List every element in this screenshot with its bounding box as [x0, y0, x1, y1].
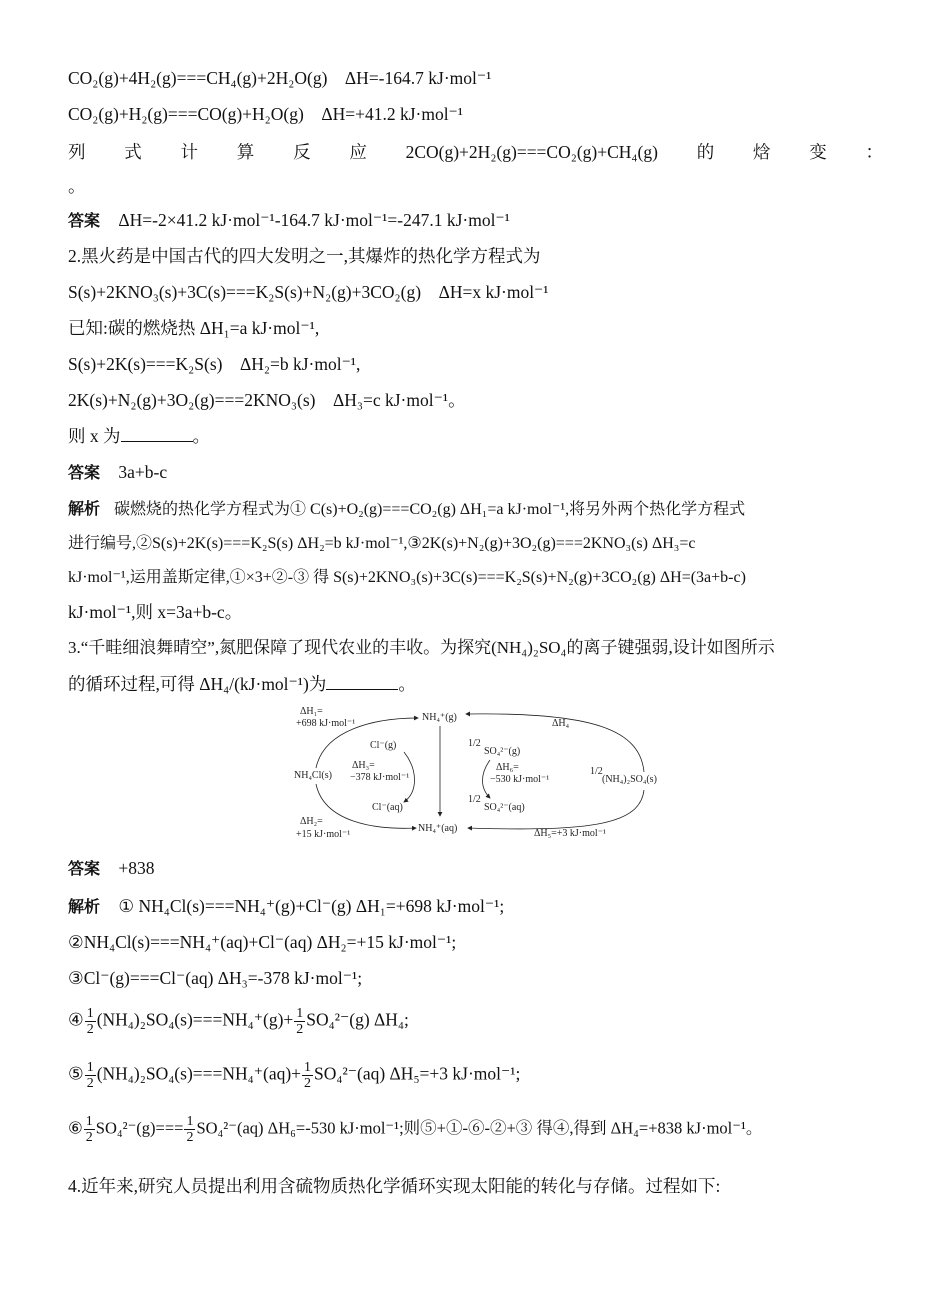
- enthalpy: ΔH=+41.2 kJ·mol⁻¹: [321, 104, 464, 124]
- q2-known-2: [68, 352, 360, 376]
- dh6-value: −530 kJ·mol⁻¹: [490, 774, 550, 785]
- char: 的: [696, 142, 715, 162]
- question-line-spread: [68, 140, 883, 164]
- answer-blank: [121, 425, 193, 442]
- analysis-text: 碳燃烧的热化学方程式为① C(s)+O₂(g)===CO₂(g) ΔH₁=a kJ·mol⁻¹,将另外两个热化学方程式: [114, 501, 746, 518]
- numerator: 1: [186, 1114, 194, 1129]
- answer-3: [68, 856, 155, 881]
- enthalpy: ΔH₃=c kJ·mol⁻¹。: [332, 390, 466, 410]
- cl-aqueous: Cl⁻(aq): [372, 802, 403, 813]
- equation-line-1: [68, 66, 491, 90]
- analysis-2-line-1: [68, 496, 745, 522]
- dh4-label: ΔH₄: [552, 718, 570, 729]
- enthalpy: ΔH=-164.7 kJ·mol⁻¹: [344, 68, 492, 88]
- denominator: 2: [86, 1076, 94, 1091]
- analysis-2-line-3: kJ·mol⁻¹,运用盖斯定律,①×3+②-③ 得 S(s)+2KNO₃(s)+3C(s)===K₂S(s)+N₂(g)+3CO₂(g) ΔH=(3a+b-c): [68, 569, 746, 586]
- char: 列: [68, 142, 86, 162]
- denominator: 2: [86, 1022, 94, 1037]
- circled-number: ④: [68, 1009, 84, 1030]
- reaction-text: (NH₄)₂SO₄(s)===NH₄⁺(aq)+: [96, 1063, 302, 1084]
- char: 反: [293, 142, 311, 162]
- question-4: 4.近年来,研究人员提出利用含硫物质热化学循环实现太阳能的转化与存储。过程如下:: [68, 1176, 721, 1196]
- equation: S(s)+2KNO₃(s)+3C(s)===K₂S(s)+N₂(g)+3CO₂(g): [68, 282, 422, 302]
- fraction-half: [302, 1060, 313, 1091]
- reaction-text: SO₄²⁻(aq) ΔH₅=+3 kJ·mol⁻¹;: [314, 1063, 521, 1084]
- char: 算: [236, 142, 255, 162]
- answer-text: ΔH=-2×41.2 kJ·mol⁻¹-164.7 kJ·mol⁻¹=-247.1 kJ·mol⁻¹: [118, 210, 510, 230]
- answer-text: 3a+b-c: [118, 462, 168, 482]
- ask-text: 则 x 为: [68, 426, 121, 446]
- period-line: 。: [68, 176, 86, 196]
- q2-equation: [68, 280, 549, 304]
- numerator: 1: [304, 1060, 312, 1075]
- char: 应: [349, 142, 367, 162]
- enthalpy: ΔH=x kJ·mol⁻¹: [438, 282, 549, 302]
- numerator: 1: [85, 1114, 93, 1129]
- ask-text: 的循环过程,可得 ΔH₄/(kJ·mol⁻¹)为: [68, 674, 327, 694]
- char: ：: [865, 142, 883, 162]
- ask-end: 。: [192, 426, 210, 446]
- dh1-label: ΔH₁=: [300, 706, 323, 717]
- analysis-3-line-5: [68, 1060, 520, 1091]
- nh4-gas: NH₄⁺(g): [422, 712, 457, 723]
- equation: 2CO(g)+2H₂(g)===CO₂(g)+CH₄(g): [405, 142, 658, 162]
- analysis-label: 解析: [68, 897, 101, 916]
- dh3-value: −378 kJ·mol⁻¹: [350, 772, 410, 783]
- ask-end: 。: [398, 674, 416, 694]
- analysis-3-line-6: [68, 1114, 762, 1145]
- denominator: 2: [304, 1076, 312, 1091]
- char: 式: [124, 142, 142, 162]
- dh5-label: ΔH₅=+3 kJ·mol⁻¹: [534, 828, 606, 839]
- analysis-text: ① NH₄Cl(s)===NH₄⁺(g)+Cl⁻(g) ΔH₁=+698 kJ·mol⁻¹;: [118, 896, 505, 916]
- half-coef: 1/2: [468, 738, 481, 749]
- so4-aqueous: SO₄²⁻(aq): [484, 802, 525, 813]
- fraction-half: [84, 1114, 95, 1145]
- nh4-aqueous: NH₄⁺(aq): [418, 823, 458, 834]
- answer-label: 答案: [68, 859, 101, 878]
- q2-known-1: 已知:碳的燃烧热 ΔH₁=a kJ·mol⁻¹,: [68, 318, 320, 338]
- born-haber-cycle-diagram: [294, 704, 664, 844]
- half-coef: 1/2: [590, 766, 603, 777]
- numerator: 1: [86, 1060, 94, 1075]
- char: 计: [180, 142, 199, 162]
- reaction-text: SO₄²⁻(g)===: [95, 1118, 184, 1138]
- equation: S(s)+2K(s)===K₂S(s): [68, 354, 223, 374]
- fraction-half: [294, 1006, 305, 1037]
- denominator: 2: [186, 1130, 194, 1145]
- circled-number: ⑤: [68, 1063, 84, 1084]
- equation: CO₂(g)+4H₂(g)===CH₄(g)+2H₂O(g): [68, 68, 328, 88]
- denominator: 2: [85, 1130, 93, 1145]
- analysis-3-line-2: ②NH₄Cl(s)===NH₄⁺(aq)+Cl⁻(aq) ΔH₂=+15 kJ·mol⁻¹;: [68, 932, 457, 952]
- equation: 2K(s)+N₂(g)+3O₂(g)===2KNO₃(s): [68, 390, 316, 410]
- circled-number: ⑥: [68, 1118, 83, 1138]
- answer-1: [68, 208, 510, 233]
- char: 焓: [752, 142, 771, 162]
- reaction-text: SO₄²⁻(g) ΔH₄;: [306, 1009, 409, 1030]
- so4-gas: SO₄²⁻(g): [484, 746, 521, 757]
- analysis-3-line-4: [68, 1006, 409, 1037]
- dh2-label: ΔH₂=: [300, 816, 323, 827]
- analysis-2-line-4: kJ·mol⁻¹,则 x=3a+b-c。: [68, 602, 243, 622]
- numerator: 1: [86, 1006, 94, 1021]
- answer-blank: [326, 673, 398, 690]
- reaction-text: SO₄²⁻(aq) ΔH₆=-530 kJ·mol⁻¹;则⑤+①-⑥-②+③ 得④,得到 ΔH₄=+838 kJ·mol⁻¹。: [196, 1118, 763, 1138]
- fraction-half: [85, 1006, 96, 1037]
- answer-label: 答案: [68, 463, 101, 482]
- numerator: 1: [296, 1006, 304, 1021]
- char: 变: [809, 142, 827, 162]
- fraction-half: [85, 1060, 96, 1091]
- half-coef: 1/2: [468, 794, 481, 805]
- fraction-half: [184, 1114, 195, 1145]
- cl-gas: Cl⁻(g): [370, 740, 397, 751]
- enthalpy: ΔH₂=b kJ·mol⁻¹,: [239, 354, 361, 374]
- question-2: 2.黑火药是中国古代的四大发明之一,其爆炸的热化学方程式为: [68, 246, 541, 266]
- question-3-line-1: 3.“千畦细浪舞晴空”,氮肥保障了现代农业的丰收。为探究(NH₄)₂SO₄的离子键强弱,设计如图所示: [68, 638, 775, 657]
- dh6-label: ΔH₆=: [496, 762, 519, 773]
- answer-label: 答案: [68, 211, 101, 230]
- q2-known-3: [68, 388, 466, 412]
- answer-2: [68, 460, 167, 485]
- equation: CO₂(g)+H₂(g)===CO(g)+H₂O(g): [68, 104, 304, 124]
- q2-ask: [68, 424, 210, 448]
- denominator: 2: [296, 1022, 304, 1037]
- dh3-label: ΔH₃=: [352, 760, 375, 771]
- question-3-line-2: [68, 672, 416, 696]
- nh4cl-solid: NH₄Cl(s): [294, 770, 332, 781]
- answer-text: +838: [118, 858, 155, 878]
- dh2-value: +15 kJ·mol⁻¹: [296, 829, 351, 840]
- dh1-value: +698 kJ·mol⁻¹: [296, 718, 356, 729]
- analysis-3-line-3: ③Cl⁻(g)===Cl⁻(aq) ΔH₃=-378 kJ·mol⁻¹;: [68, 968, 363, 988]
- equation-line-2: [68, 102, 463, 126]
- analysis-2-line-2: 进行编号,②S(s)+2K(s)===K₂S(s) ΔH₂=b kJ·mol⁻¹,③2K(s)+N₂(g)+3O₂(g)===2KNO₃(s) ΔH₃=c: [68, 535, 696, 552]
- reaction-text: (NH₄)₂SO₄(s)===NH₄⁺(g)+: [96, 1009, 294, 1030]
- analysis-label: 解析: [68, 499, 101, 518]
- analysis-3-line-1: [68, 894, 504, 919]
- ammonium-sulfate-solid: (NH₄)₂SO₄(s): [602, 774, 657, 785]
